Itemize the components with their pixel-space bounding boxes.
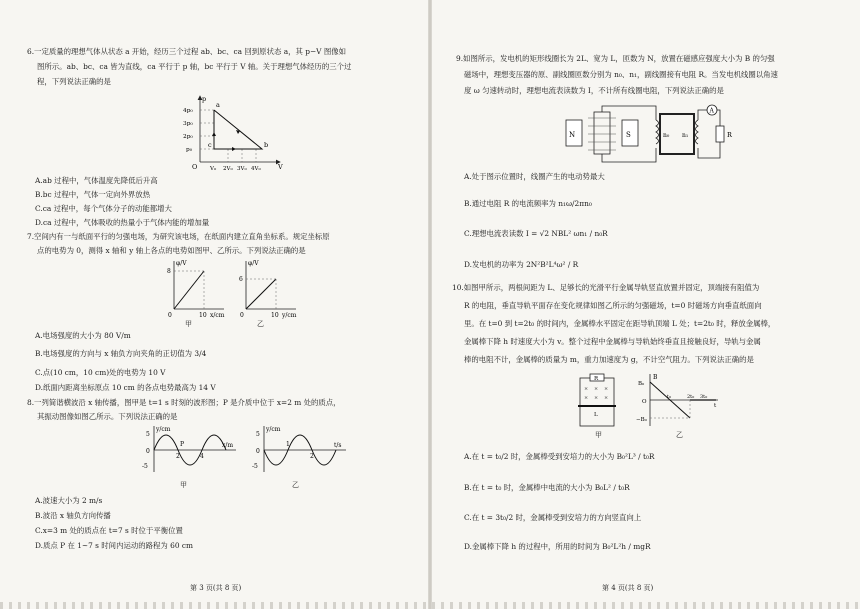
q8-option-a: A.波速大小为 2 m/s xyxy=(35,496,103,505)
q8-wave-ytick-5: 5 xyxy=(146,431,150,438)
q9-option-b: B.通过电阻 R 的电流频率为 n₁ω/2πn₀ xyxy=(464,199,592,208)
q8-vib-ytick-5: 5 xyxy=(256,431,260,438)
q8-wave-xtick-2: 2 xyxy=(176,453,180,460)
q8-line-1: 8.一列简谐横波沿 x 轴传播，图甲是 t=1 s 时刻的波形图；P 是介质中位于 x=2 m 处的质点， xyxy=(27,398,341,407)
q10-line-1: 10.如图甲所示，两根间距为 L、足够长的光滑平行金属导轨竖直放置并固定，顶端接有阻值为 xyxy=(452,283,760,292)
q6-ytick-1: 4p₀ xyxy=(183,108,193,114)
q10-line-5: 棒的电阻不计，金属棒的质量为 m，重力加速度为 g，不计空气阻力。下列说法正确的是 xyxy=(464,355,754,364)
q6-point-b: b xyxy=(264,141,269,149)
q7-fig-jia xyxy=(160,257,230,321)
q9-coil xyxy=(594,112,610,154)
q8-wave-xtick-4: 4 xyxy=(200,453,204,460)
q8-vibration-graph xyxy=(250,424,350,480)
q10-label-t0: t₀ xyxy=(667,394,672,400)
q6-line-1: 6.一定质量的理想气体从状态 a 开始，经历三个过程 ab、bc、ca 回到原状态 a，其 p−V 图像如 xyxy=(27,47,347,56)
page-4 xyxy=(430,0,860,609)
q7-option-c: C.点(10 cm，10 cm)处的电势为 10 V xyxy=(35,368,166,377)
q6-xtick-1: V₀ xyxy=(210,166,217,172)
q6-line-3: 程，下列说法正确的是 xyxy=(37,77,111,86)
q9-option-a: A.处于图示位置时，线圈产生的电动势最大 xyxy=(464,172,605,181)
q7-yi-line xyxy=(246,279,276,309)
svg-text:×: × xyxy=(594,395,599,401)
q7-fig-yi xyxy=(232,257,302,321)
q10-label-l: L xyxy=(594,412,598,418)
q7-caption-yi: 乙 xyxy=(257,320,264,328)
q8-wave-ytick-0: 0 xyxy=(146,448,150,455)
q8-wave-xlabel: x/m xyxy=(222,442,234,449)
q9-line-2: 磁场中，理想变压器的原、副线圈匝数分别为 n₀、n₁，副线圈接有电阻 R。当发电机线圈以角速 xyxy=(464,70,778,79)
q6-ytick-2: 3p₀ xyxy=(183,121,193,127)
page-4-footer: 第 4 页(共 8 页) xyxy=(602,584,654,592)
q8-line-2: 其振动图像如图乙所示。下列说法正确的是 xyxy=(37,412,178,421)
q8-vib-xtick-1: 1 xyxy=(286,441,290,448)
svg-text:×: × xyxy=(604,386,609,392)
q7-option-a: A.电场强度的大小为 80 V/m xyxy=(35,331,131,340)
q6-xtick-3: 3V₀ xyxy=(237,166,247,172)
q6-pv-diagram xyxy=(180,92,290,172)
q8-wave-point-p: P xyxy=(180,441,185,448)
q7-jia-ylabel: φ/V xyxy=(176,260,187,267)
q9-label-n1: n₁ xyxy=(682,132,689,139)
q10-label-2t0: 2t₀ xyxy=(687,394,695,400)
svg-text:×: × xyxy=(604,395,609,401)
q8-vib-xlabel: t/s xyxy=(334,442,342,449)
q6-point-a: a xyxy=(216,101,220,109)
binding-strip-right xyxy=(432,602,860,609)
q8-caption-yi: 乙 xyxy=(292,481,299,489)
q10-option-d: D.金属棒下降 h 的过程中，所用的时间为 B₀²L²h / mgR xyxy=(464,542,651,551)
q7-line-1: 7.空间内有一与纸面平行的匀强电场，为研究该电场，在纸面内建立直角坐标系。规定坐标原 xyxy=(27,232,330,241)
q7-yi-ytick: 6 xyxy=(239,276,243,283)
q10-caption-yi: 乙 xyxy=(676,431,683,439)
svg-text:×: × xyxy=(584,386,589,392)
q6-option-d: D.ca 过程中，气体吸收的热量小于气体内能的增加量 xyxy=(35,218,210,227)
q7-option-d: D.纸面内距离坐标原点 10 cm 的各点电势最高为 14 V xyxy=(35,383,216,392)
q6-point-c: c xyxy=(208,141,212,149)
q10-line-3: 里。在 t=0 到 t=2t₀ 的时间内，金属棒水平固定在距导轨顶端 L 处；t=2t₀ 时，释放金属棒， xyxy=(464,319,776,328)
q9-line-3: 度 ω 匀速转动时，理想电流表读数为 I，不计所有线圈电阻，下列说法正确的是 xyxy=(464,86,724,95)
q9-generator-circuit xyxy=(560,104,740,166)
q7-jia-ytick: 8 xyxy=(167,268,171,275)
q10-label-neg-b0: −B₀ xyxy=(636,417,647,423)
page-3-footer: 第 3 页(共 8 页) xyxy=(190,584,242,592)
q6-xtick-2: 2V₀ xyxy=(223,166,233,172)
q6-option-b: B.bc 过程中，气体一定向外界放热 xyxy=(35,190,151,199)
q9-option-d: D.发电机的功率为 2N²B²L⁴ω² / R xyxy=(464,260,579,269)
q7-yi-xtick-10: 10 xyxy=(271,312,279,319)
q8-vib-ylabel: y/cm xyxy=(266,426,281,433)
q8-option-b: B.波沿 x 轴负方向传播 xyxy=(35,511,111,520)
q6-p-label: p xyxy=(202,95,207,103)
q10-label-b0: B₀ xyxy=(638,381,645,387)
q7-line-2: 点的电势为 0，测得 x 轴和 y 轴上各点的电势如图甲、乙所示。下列说法正确的是 xyxy=(37,246,306,255)
q10-label-r: R xyxy=(594,376,599,382)
q10-label-o: O xyxy=(642,399,647,405)
q6-v-label: V xyxy=(278,163,283,171)
q10-label-3t0: 3t₀ xyxy=(700,394,708,400)
q10-line-4: 金属棒下降 h 时速度大小为 v。整个过程中金属棒与导轨始终垂直且接触良好，导轨与金属 xyxy=(464,337,761,346)
q6-cycle-path xyxy=(214,110,262,149)
q8-vib-ytick-0: 0 xyxy=(256,448,260,455)
q9-label-s: S xyxy=(626,131,631,139)
q9-option-c: C.理想电流表读数 I = √2 NBL² ωn₁ / n₀R xyxy=(464,229,608,238)
q6-origin-label: O xyxy=(192,163,198,171)
q10-b-t-graph xyxy=(636,372,722,430)
q8-wave-ytick-n5: -5 xyxy=(142,463,148,470)
q7-jia-xtick-10: 10 xyxy=(199,312,207,319)
q6-line-2: 图所示。ab、bc、ca 皆为直线，ca 平行于 p 轴，bc 平行于 V 轴。关于理想气体经历的三个过 xyxy=(37,62,352,71)
q9-label-n0: n₀ xyxy=(663,132,670,139)
q8-vib-ytick-n5: -5 xyxy=(252,463,258,470)
q6-ytick-4: p₀ xyxy=(186,147,193,153)
q7-option-b: B.电场强度的方向与 x 轴负方向夹角的正切值为 3/4 xyxy=(35,349,207,358)
q8-caption-jia: 甲 xyxy=(180,481,187,489)
q7-yi-xlabel: y/cm xyxy=(282,312,297,319)
svg-text:×: × xyxy=(584,395,589,401)
q7-yi-xtick-0: 0 xyxy=(240,312,244,319)
q8-vib-xtick-2: 2 xyxy=(310,453,314,460)
q8-wave-ylabel: y/cm xyxy=(156,426,171,433)
q7-jia-xtick-0: 0 xyxy=(168,312,172,319)
q8-option-c: C.x=3 m 处的质点在 t=7 s 时位于平衡位置 xyxy=(35,526,183,535)
q9-label-r: R xyxy=(727,131,732,139)
q9-resistor xyxy=(716,126,724,142)
q10-line-2: R 的电阻，垂直导轨平面存在变化规律如图乙所示的匀强磁场，t=0 时磁场方向垂直纸面向 xyxy=(464,301,762,310)
q7-jia-line xyxy=(174,271,204,309)
q6-option-c: C.ca 过程中，每个气体分子的动能都增大 xyxy=(35,204,172,213)
q10-label-t: t xyxy=(714,403,717,409)
q10-option-c: C.在 t = 3t₀/2 时，金属棒受到安培力的方向竖直向上 xyxy=(464,513,642,522)
q10-option-b: B.在 t = t₀ 时，金属棒中电流的大小为 B₀L² / t₀R xyxy=(464,483,630,492)
q6-xtick-4: 4V₀ xyxy=(251,166,261,172)
binding-strip-left xyxy=(0,602,428,609)
q7-jia-xlabel: x/cm xyxy=(210,312,225,319)
q10-caption-jia: 甲 xyxy=(595,431,602,439)
q7-caption-jia: 甲 xyxy=(185,320,192,328)
q8-option-d: D.质点 P 在 1~7 s 时间内运动的路程为 60 cm xyxy=(35,541,194,550)
q7-yi-ylabel: φ/V xyxy=(248,260,259,267)
q8-wave-graph xyxy=(140,424,240,480)
svg-text:×: × xyxy=(594,386,599,392)
q6-ytick-3: 2p₀ xyxy=(183,134,193,140)
q10-label-b: B xyxy=(653,374,658,381)
q6-option-a: A.ab 过程中，气体温度先降低后升高 xyxy=(35,176,158,185)
q10-rail-diagram xyxy=(570,372,626,430)
q9-label-a: A xyxy=(709,107,714,115)
q9-label-n: N xyxy=(569,131,576,139)
q10-option-a: A.在 t = t₀/2 时，金属棒受到安培力的大小为 B₀²L³ / t₀R xyxy=(464,452,655,461)
q9-line-1: 9.如图所示，发电机的矩形线圈长为 2L、宽为 L，匝数为 N，放置在磁感应强度大小为 B 的匀强 xyxy=(456,54,775,63)
